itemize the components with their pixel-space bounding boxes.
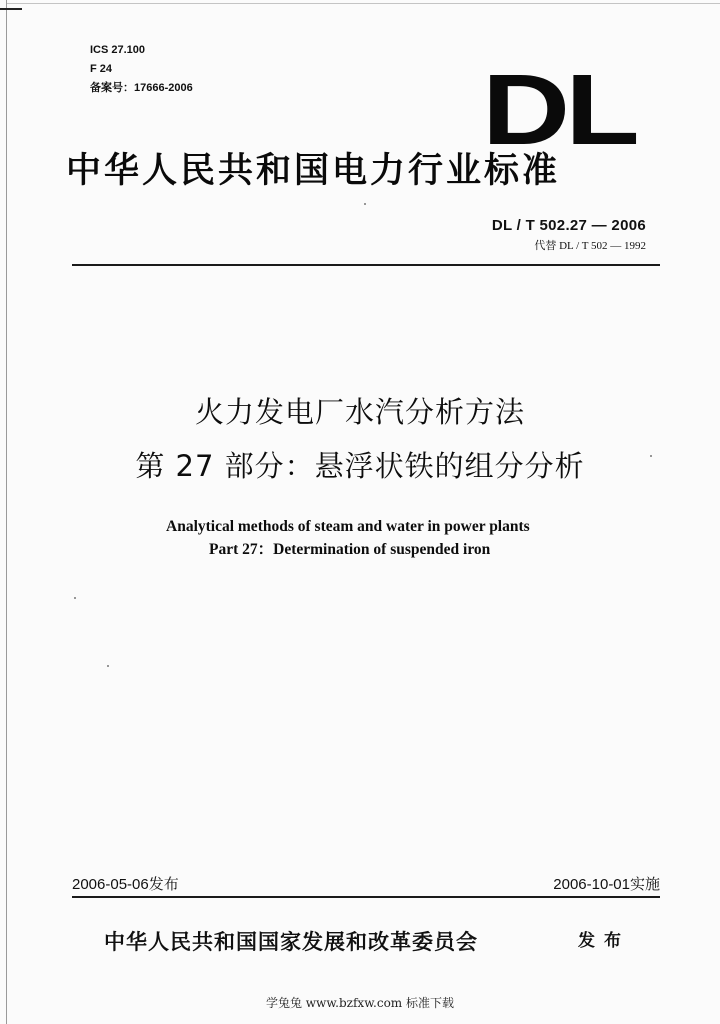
scan-speck xyxy=(74,597,76,599)
scan-corner-mark xyxy=(0,8,22,10)
scan-speck xyxy=(107,665,109,667)
record-number: 备案号：17666-2006 xyxy=(90,82,193,94)
replaces-standard: 代替 DL / T 502 — 1992 xyxy=(534,240,646,252)
title-cn-line2: 第 27 部分：悬浮状铁的组分分析 xyxy=(135,449,585,483)
scan-left-edge xyxy=(6,0,7,1024)
watermark-footer: 学兔兔 www.bzfxw.com 标准下载 xyxy=(265,996,455,1010)
standard-category-title: 中华人民共和国电力行业标准 xyxy=(66,150,561,191)
dl-logo: DL xyxy=(482,54,635,166)
scan-top-edge xyxy=(6,3,720,4)
header-divider xyxy=(72,264,660,266)
title-en-line2: Part 27：Determination of suspended iron xyxy=(209,541,491,558)
ics-code: ICS 27.100 xyxy=(90,44,146,56)
issue-label: 发布 xyxy=(578,931,630,951)
scan-speck xyxy=(650,455,652,457)
footer-divider xyxy=(72,896,660,898)
classification-code: F 24 xyxy=(90,63,113,75)
issuing-authority: 中华人民共和国国家发展和改革委员会 xyxy=(104,929,478,954)
standard-number: DL / T 502.27 — 2006 xyxy=(491,217,646,234)
implementation-date: 2006-10-01实施 xyxy=(553,876,660,893)
scan-speck xyxy=(364,203,366,205)
title-cn-line1: 火力发电厂水汽分析方法 xyxy=(194,395,525,429)
publish-date: 2006-05-06发布 xyxy=(72,876,179,893)
title-en-line1: Analytical methods of steam and water in power plants xyxy=(166,518,530,535)
